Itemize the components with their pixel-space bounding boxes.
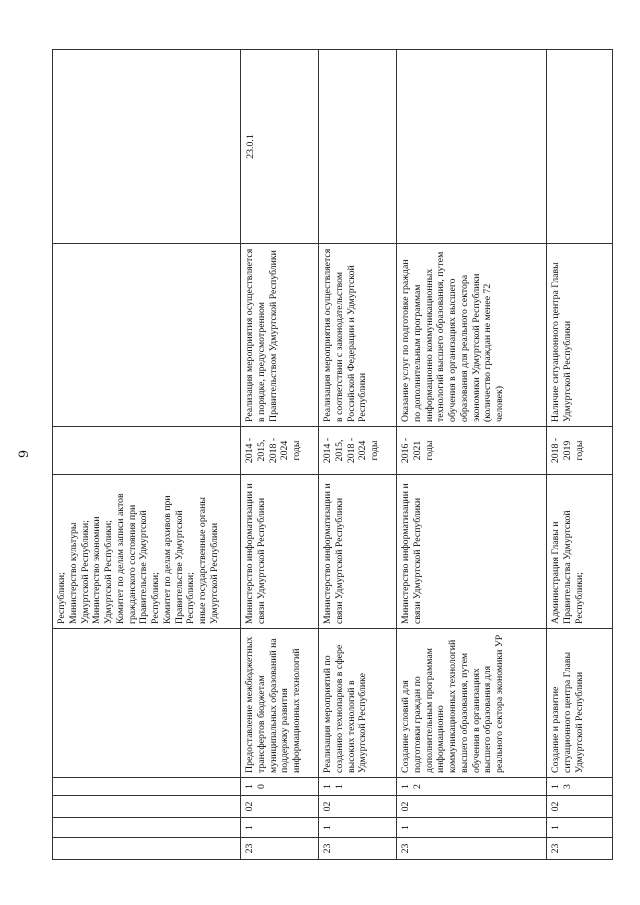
gp-cell: 23	[547, 838, 613, 860]
responsible-line: Республики;	[56, 572, 67, 624]
indicator-cell	[397, 50, 547, 244]
responsible-line: Министерство культуры Удмуртской Республики;	[67, 520, 91, 624]
om-cell	[53, 796, 241, 818]
om-cell: 02	[547, 796, 613, 818]
period-cell	[53, 427, 241, 475]
activity-name-cell	[53, 629, 241, 778]
indicator-cell: 23.0.1	[241, 50, 319, 244]
result-cell: Наличие ситуационного центра Главы Удмуртской Республики	[547, 244, 613, 427]
rotated-table-frame	[52, 50, 612, 860]
responsible-line: Комитет по делам записи актов гражданского состояния при Правительстве Удмуртской Республики;	[114, 493, 161, 624]
pp-cell: 1	[547, 818, 613, 838]
gp-cell	[53, 838, 241, 860]
om-cell: 02	[397, 796, 547, 818]
responsible-cell: Министерство информатизации и связи Удмуртской Республики	[241, 475, 319, 629]
gp-cell: 23	[319, 838, 397, 860]
result-cell	[53, 244, 241, 427]
activity-name-cell: Создание и развитие ситуационного центра Главы Удмуртской Республики	[547, 629, 613, 778]
m-cell: 10	[241, 778, 319, 796]
result-cell: Реализация мероприятия осуществляется в порядке, предусмотренном Правительством Удмуртской Республики	[241, 244, 319, 427]
om-cell: 02	[241, 796, 319, 818]
pp-cell	[53, 818, 241, 838]
pp-cell: 1	[241, 818, 319, 838]
pp-cell: 1	[319, 818, 397, 838]
m-cell	[53, 778, 241, 796]
table-row	[547, 50, 613, 860]
responsible-line: Министерство экономики Удмуртской Республики;	[91, 516, 114, 624]
activity-name-cell: Реализация мероприятий по созданию технопарков в сфере высоких технологий в Удмуртской Республике	[319, 629, 397, 778]
result-cell: Реализация мероприятия осуществляется в соответствии с законодательством Российской Федерации и Удмуртской Республики	[319, 244, 397, 427]
responsible-cell: Министерство информатизации и связи Удмуртской Республики	[397, 475, 547, 629]
indicator-cell	[547, 50, 613, 244]
gp-cell: 23	[397, 838, 547, 860]
table-row	[241, 50, 319, 860]
gp-cell: 23	[241, 838, 319, 860]
table-row	[319, 50, 397, 860]
responsible-cell: Администрация Главы и Правительства Удмуртской Республики;	[547, 475, 613, 629]
period-cell: 2018 - 2019 годы	[547, 427, 613, 475]
responsible-cell	[53, 475, 241, 629]
m-cell: 12	[397, 778, 547, 796]
period-cell: 2014 - 2015, 2018 - 2024 годы	[319, 427, 397, 475]
activity-name-cell: Предоставление межбюджетных трансфертов бюджетам муниципальных образований на поддержку развития информационных технологий	[241, 629, 319, 778]
program-activities-table	[52, 49, 613, 860]
pp-cell: 1	[397, 818, 547, 838]
period-cell: 2014 - 2015, 2018 - 2024 годы	[241, 427, 319, 475]
om-cell: 02	[319, 796, 397, 818]
result-cell: Оказание услуг по подготовке граждан по дополнительным программам информационно коммуникационных технологий высшего образования, путем обучения в организациях высшего образования для реального сектора экономики Удмуртской Республики (количество граждан не менее 72 человек)	[397, 244, 547, 427]
m-cell: 13	[547, 778, 613, 796]
page-number: 9	[17, 449, 32, 459]
responsible-line: иные государственные органы Удмуртской Республики	[197, 497, 220, 624]
table-row	[53, 50, 241, 860]
m-cell: 11	[319, 778, 397, 796]
indicator-cell	[319, 50, 397, 244]
activity-name-cell: Создание условий для подготовки граждан по дополнительным программам информационно коммуникационных технологий высшего образования, путем обучения в организациях высшего образования для реального сектора экономики УР	[397, 629, 547, 778]
responsible-cell: Министерство информатизации и связи Удмуртской Республики	[319, 475, 397, 629]
period-cell: 2016 - 2021 годы	[397, 427, 547, 475]
responsible-line: Комитет по делам архивов при Правительстве Удмуртской Республики;	[161, 495, 197, 624]
indicator-cell	[53, 50, 241, 244]
table-row	[397, 50, 547, 860]
